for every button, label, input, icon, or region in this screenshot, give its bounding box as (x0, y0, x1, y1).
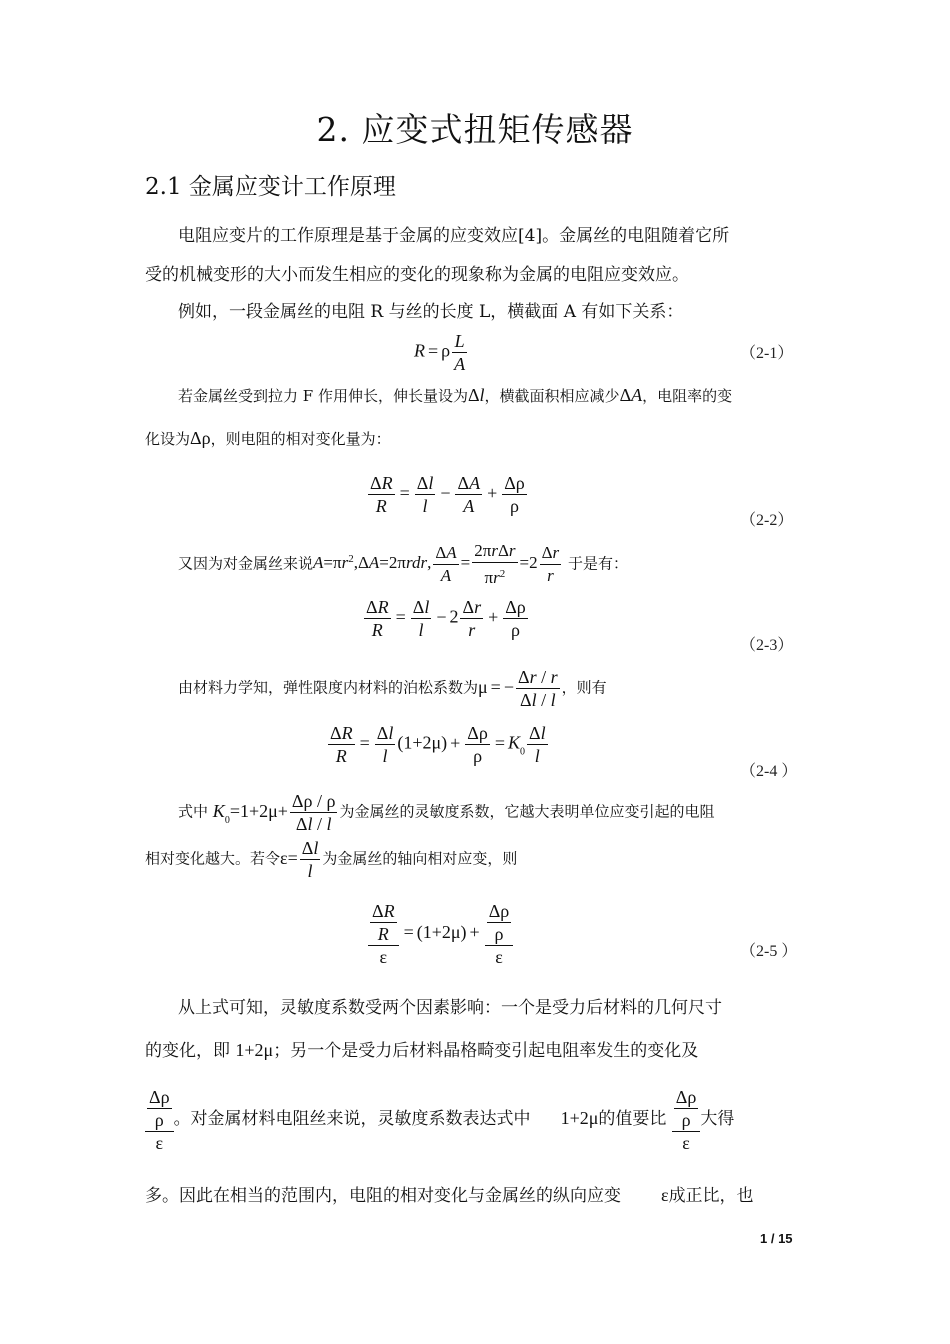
paragraph-4: 又因为对金属丝来说$A=\pi r^2,\Delta A=2\pi rdr$, $\frac{\Delta A}{A}$ = $\frac{\text{2πrΔr}}{\pi r^2}$ =2 $\frac{\Delta r}{r}$ 于是有： (178, 541, 628, 587)
paragraph-1-line-1: 电阻应变片的工作原理是基于金属的应变效应[4]。金属丝的电阻随着它所 (178, 226, 730, 246)
paragraph-7-line-2: 的变化，即 1+2μ；另一个是受力后材料晶格畸变引起电阻率发生的变化及 (145, 1040, 699, 1061)
paragraph-5: 由材料力学知，弹性限度内材料的泊松系数为μ = − $\frac{\Delta r / r}{\Delta l / l}$ ，则有 (178, 667, 607, 710)
equation-number: （2-4 ） (740, 763, 798, 780)
page-title: 2. 应变式扭矩传感器 (316, 110, 634, 149)
page-number: 1 / 15 (760, 1231, 793, 1246)
equation-number: （2-3） (740, 637, 794, 654)
paragraph-3-line-2: 化设为Δρ，则电阻的相对变化量为： (145, 428, 391, 448)
equation-2-4: $\frac{\Delta R}{R}$ = $\frac{\Delta l}{l}$ (1+2μ) + $\frac{\Delta\rho}{\rho}$ = $K_0$ $\frac{\Delta l}{l}$ (330, 723, 546, 766)
paragraph-6-line-1: 式中 $K_0=1+2\mu+$ $\frac{\Delta\rho / \rho}{\Delta l / l}$ 为金属丝的灵敏度系数，它越大表明单位应变引起的电阻 (178, 791, 715, 834)
paragraph-2: 例如，一段金属丝的电阻 R 与丝的长度 L，横截面 A 有如下关系： (178, 302, 684, 322)
paragraph-7-line-1: 从上式可知，灵敏度系数受两个因素影响：一个是受力后材料的几何尺寸 (178, 998, 722, 1018)
paragraph-6-line-2: 相对变化越大。若令ε= $\frac{\Delta l}{l}$ 为金属丝的轴向相对应变，则 (145, 838, 518, 881)
equation-number: （2-2） (740, 512, 794, 529)
paragraph-7-line-3: $\frac{\frac{\Delta\rho}{\rho}}{\varepsilon}$ 。对金属材料电阻丝来说，灵敏度系数表达式中 1+2μ的值要比 $\frac{\frac{\Delta\rho}{\rho}}{\varepsilon}$ 大得 (145, 1086, 734, 1154)
equation-number: （2-1） (740, 345, 794, 362)
paragraph-7-line-4: 多。因此在相当的范围内，电阻的相对变化与金属丝的纵向应变 ε成正比，也 (145, 1185, 754, 1206)
equation-2-3: $\frac{\Delta R}{R}$ = $\frac{\Delta l}{l}$ − 2 $\frac{\Delta r}{r}$ + $\frac{\Delta\rho}{\rho}$ (366, 597, 526, 640)
equation-2-1: R = ρ $\frac{L}{A}$ (414, 331, 466, 374)
equation-2-2: $\frac{\Delta R}{R}$ = $\frac{\Delta l}{l}$ − $\frac{\Delta A}{A}$ + $\frac{\Delta\rho}{\rho}$ (370, 473, 525, 516)
paragraph-3-line-1: 若金属丝受到拉力 F 作用伸长，伸长量设为Δl，横截面积相应减少ΔA，电阻率的变 (178, 385, 733, 405)
equation-number: （2-5 ） (740, 943, 798, 960)
equation-2-5: $\frac{\frac{\Delta R}{R}}{\varepsilon}$ = (1+2μ) + $\frac{\frac{\Delta\rho}{\rho}}{\varepsilon}$ (366, 900, 515, 968)
paragraph-1-line-2: 受的机械变形的大小而发生相应的变化的现象称为金属的电阻应变效应。 (145, 265, 689, 285)
section-heading: 2.1 金属应变计工作原理 (145, 174, 396, 200)
